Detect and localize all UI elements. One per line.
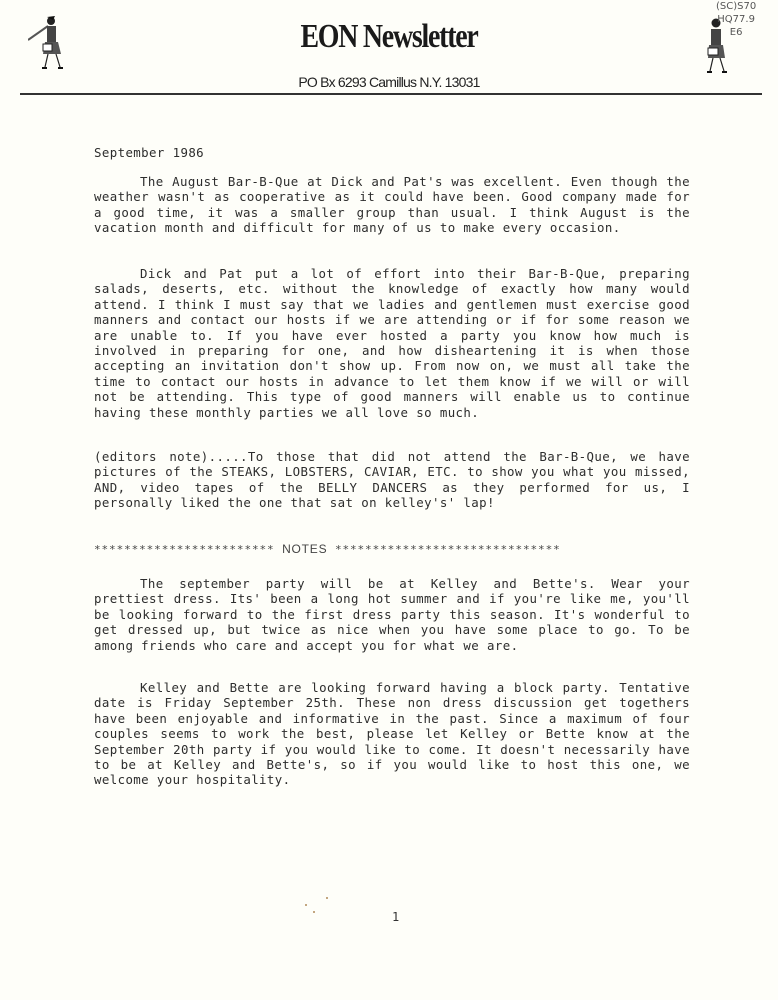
mailing-address: PO Bx 6293 Camillus N.Y. 13031: [298, 74, 480, 90]
catalog-note-line: (SC)S70: [716, 1, 757, 12]
dateline: September 1986: [94, 145, 205, 160]
divider-stars-left: ************************: [94, 543, 275, 556]
divider-stars-right: ******************************: [334, 543, 561, 556]
paragraph-september-party: The september party will be at Kelley and Bette's. Wear your prettiest dress. Its' been a long hot summer and if you're like me, you'll be looking forward to the first dress party this season. It's wonderful to get dressed up, but twice as nice when you have some place to go. To be among friends who care and accept you for what we are.: [94, 576, 690, 653]
handwritten-catalog-note: [716, 0, 756, 39]
notes-heading: NOTES: [282, 542, 328, 556]
paragraph-block-party: Kelley and Bette are looking forward having a block party. Tentative date is Friday September 25th. These non dress discussion get togethers have been enjoyable and informative in the past. Since a maximum of four couples seems to work the best, please let Kelley or Bette know at the September 20th party if you would like to come. It doesn't necessarily have to be at Kelley and Bette's, so if you would like to host this one, we welcome your hospitality.: [94, 680, 690, 788]
newsletter-title: EON Newsletter: [300, 18, 478, 55]
page-number: 1: [392, 910, 400, 924]
catalog-note-line: HQ77.9: [717, 14, 755, 25]
header-divider: [20, 93, 762, 95]
paragraph-august-bbq: The August Bar-B-Que at Dick and Pat's was excellent. Even though the weather wasn't as cooperative as it could have been. Good company made for a good time, it was a smaller group than usual. I think August is the vacation month and difficult for many of us to make every occasion.: [94, 174, 690, 236]
paragraph-good-manners: Dick and Pat put a lot of effort into their Bar-B-Que, preparing salads, deserts, etc. without the knowledge of exactly how many would attend. I think I must say that we ladies and gentlemen must exercise good manners and contact our hosts if we are attending or if for some reason we are unable to. If you have ever hosted a party you know how much is involved in preparing for one, and how disheartening it is when those accepting an invitation don't show up. From now on, we must all take the time to contact our hosts in advance to let them know if we will or will not be attending. This type of good manners will enable us to continue having these monthly parties we all love so much.: [94, 266, 690, 420]
paragraph-editors-note: (editors note).....To those that did not attend the Bar-B-Que, we have pictures of the STEAKS, LOBSTERS, CAVIAR, ETC. to show you what you missed, AND, video tapes of the BELLY DANCERS as they performed for us, I personally liked the one that sat on kelley's' lap!: [94, 449, 690, 511]
notes-section-divider: [94, 542, 690, 556]
catalog-note-line: E6: [729, 27, 743, 38]
walking-woman-icon: [28, 10, 66, 72]
